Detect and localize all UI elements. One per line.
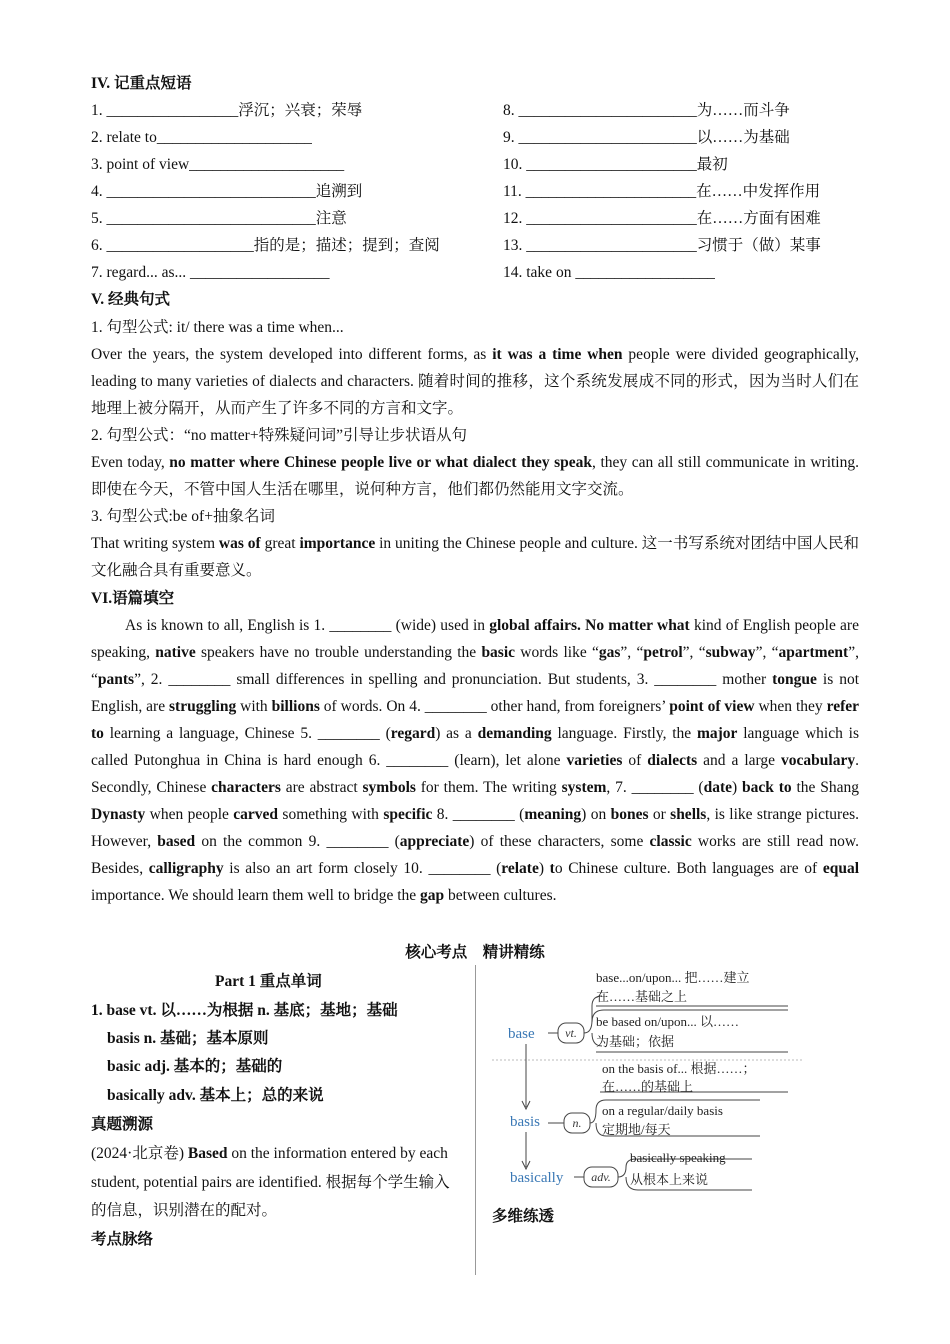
section-v-heading: V. 经典句式: [91, 291, 170, 308]
passage-text: or: [648, 806, 671, 823]
passage-text: , is like strange pictures. However,: [91, 806, 859, 850]
phrase-item: 12. ______________________在……方面有困难: [503, 210, 821, 227]
b5-cn: 从根本上来说: [630, 1172, 709, 1187]
passage-keyword: major: [696, 725, 738, 742]
passage-keyword: gas: [598, 644, 621, 661]
b4-en: on a regular/daily basis: [602, 1103, 723, 1118]
passage-keyword: apartment: [778, 644, 849, 661]
passage-text: ”, “: [682, 644, 706, 661]
passage-keyword: characters: [211, 779, 281, 796]
phrase-item: 11. ______________________在……中发挥作用: [503, 183, 821, 200]
passage-text: ): [732, 779, 742, 796]
part-title: Part 1 重点单词: [215, 973, 322, 990]
passage-text: of: [622, 752, 648, 769]
passage-keyword: varieties: [566, 752, 623, 769]
passage-keyword: back to: [742, 779, 792, 796]
passage-text: As is known to all, English is 1. ________ (wide) used in: [125, 617, 490, 634]
cloze-passage: [91, 612, 859, 909]
passage-keyword: symbols: [362, 779, 416, 796]
passage-text: are abstract: [280, 779, 363, 796]
passage-text: works are still read now. Besides,: [91, 833, 859, 877]
phrase-item: 8. _______________________为……而斗争: [503, 102, 790, 119]
passage-keyword: subway: [705, 644, 756, 661]
passage-keyword: carved: [233, 806, 279, 823]
pattern-1-title: 1. 句型公式: it/ there was a time when...: [91, 319, 344, 336]
passage-keyword: struggling: [169, 698, 237, 715]
passage-keyword: t: [549, 860, 555, 877]
passage-keyword: native: [155, 644, 196, 661]
column-divider: [475, 965, 476, 1275]
passage-text: when they: [754, 698, 827, 715]
core-title: 核心考点 精讲精练: [405, 944, 545, 961]
passage-keyword: demanding: [477, 725, 552, 742]
passage-text: something with: [278, 806, 384, 823]
passage-text: the Shang: [791, 779, 859, 796]
passage-keyword: billions: [271, 698, 320, 715]
basis-label: basis: [510, 1114, 540, 1130]
pattern-3-title: 3. 句型公式:be of+抽象名词: [91, 508, 275, 525]
pattern-3-example: That writing system was of great importance in uniting the Chinese people and culture. 这一书写系统对团结中国人民和文化融合具有重要意义。: [91, 535, 859, 579]
passage-text: ”, “: [91, 644, 859, 688]
passage-text: , 7. ________ (: [606, 779, 704, 796]
passage-keyword: based: [157, 833, 196, 850]
practice-heading: 多维练透: [492, 1208, 555, 1225]
section-iv-heading: IV. 记重点短语: [91, 75, 192, 92]
phrase-item: 10. ______________________最初: [503, 156, 728, 173]
phrase-item: 13. ______________________习惯于（做）某事: [503, 237, 821, 254]
word-entry: basic adj. 基本的；基础的: [107, 1058, 283, 1075]
passage-text: ) on: [581, 806, 611, 823]
passage-keyword: refer to: [91, 698, 860, 742]
passage-keyword: pants: [97, 671, 135, 688]
phrase-item: 6. ___________________指的是；描述；提到；查阅: [91, 237, 440, 254]
phrase-item: 9. _______________________以……为基础: [503, 129, 790, 146]
b2-en: be based on/upon... 以……: [596, 1014, 739, 1029]
passage-text: ) of these characters, some: [469, 833, 650, 850]
passage-keyword: equal: [822, 860, 860, 877]
phrase-item: 3. point of view____________________: [91, 156, 345, 173]
passage-text: words like “: [515, 644, 599, 661]
passage-keyword: point of view: [669, 698, 755, 715]
passage-text: . Secondly, Chinese: [91, 752, 859, 796]
passage-text: between cultures.: [444, 887, 557, 904]
passage-text: ”, 2. ________ small differences in spelling and pronunciation. But students, 3. ________ mother: [134, 671, 773, 688]
pattern-2-title: 2. 句型公式：“no matter+特殊疑问词”引导让步状语从句: [91, 427, 467, 444]
passage-keyword: gap: [420, 887, 445, 904]
phrase-item: 2. relate to____________________: [91, 129, 312, 146]
passage-keyword: basic: [481, 644, 516, 661]
passage-keyword: calligraphy: [148, 860, 224, 877]
passage-keyword: specific: [383, 806, 433, 823]
passage-text: speakers have no trouble understanding the: [195, 644, 482, 661]
passage-text: 8. ________ (: [432, 806, 525, 823]
passage-text: ”, “: [620, 644, 644, 661]
pattern-1-example: Over the years, the system developed into different forms, as it was a time when people were divided geographically, leading to many varieties of dialects and characters. 随着时间的推移，这个系统发展成不同的形式，因为当时人们在地理上被分隔开，从而产生了许多不同的方言和文字。: [91, 346, 859, 417]
base-label: base: [508, 1026, 535, 1042]
word-family-mindmap: [492, 962, 812, 1200]
passage-text: ”, “: [755, 644, 779, 661]
passage-text: on the common 9. ________ (: [195, 833, 400, 850]
passage-keyword: classic: [649, 833, 692, 850]
b3-cn: 在……的基础上: [602, 1079, 694, 1094]
passage-text: importance. We should learn them well to bridge the: [91, 887, 421, 904]
passage-keyword: petrol: [643, 644, 683, 661]
n-label: n.: [572, 1116, 582, 1130]
b2-cn: 为基础；依据: [596, 1034, 675, 1049]
adv-label: adv.: [591, 1170, 611, 1184]
b3-en: on the basis of... 根据……；: [602, 1061, 756, 1076]
b5-en: basically speaking: [630, 1150, 726, 1165]
passage-text: is not English, are: [91, 671, 860, 715]
passage-keyword: system: [561, 779, 607, 796]
passage-text: language. Firstly, the: [551, 725, 697, 742]
phrase-item: 1. _________________浮沉；兴衰；荣辱: [91, 102, 363, 119]
passage-keyword: global affairs. No matter what: [489, 617, 690, 634]
passage-text: for them. The writing: [415, 779, 562, 796]
passage-text: kind of English people are speaking,: [91, 617, 859, 661]
section-vi-heading: VI.语篇填空: [91, 590, 175, 607]
passage-text: o Chinese culture. Both languages are of: [554, 860, 823, 877]
vt-label: vt.: [565, 1026, 577, 1040]
passage-text: when people: [145, 806, 234, 823]
passage-keyword: regard: [390, 725, 436, 742]
basically-label: basically: [510, 1170, 564, 1186]
passage-text: is also an art form closely 10. ________ (: [223, 860, 502, 877]
word-entry: basis n. 基础；基本原则: [107, 1030, 269, 1047]
passage-keyword: relate: [501, 860, 539, 877]
passage-text: language which is called Putonghua in China is hard enough 6. ________ (learn), let alone: [91, 725, 859, 769]
passage-keyword: appreciate: [399, 833, 470, 850]
phrase-item: 4. ___________________________追溯到: [91, 183, 363, 200]
passage-text: ) as a: [435, 725, 478, 742]
b1-en: base...on/upon... 把……建立: [596, 970, 750, 985]
b1-cn: 在……基础之上: [596, 989, 688, 1004]
source-heading: 真题溯源: [91, 1116, 154, 1133]
context-heading: 考点脉络: [91, 1231, 154, 1248]
passage-keyword: date: [703, 779, 732, 796]
passage-keyword: shells: [670, 806, 707, 823]
passage-text: of words. On 4. ________ other hand, from foreigners’: [319, 698, 670, 715]
pattern-2-example: Even today, no matter where Chinese people live or what dialect they speak, they can all still communicate in writing. 即使在今天，不管中国人生活在哪里，说何种方言，他们都仍然能用文字交流。: [91, 454, 859, 498]
passage-text: learning a language, Chinese 5. ________ (: [103, 725, 391, 742]
b4-cn: 定期地/每天: [602, 1122, 671, 1137]
passage-text: and a large: [697, 752, 782, 769]
passage-keyword: meaning: [524, 806, 582, 823]
word-entry: basically adv. 基本上；总的来说: [107, 1087, 324, 1104]
passage-keyword: dialects: [647, 752, 698, 769]
passage-keyword: bones: [610, 806, 649, 823]
phrase-item: 5. ___________________________注意: [91, 210, 347, 227]
source-example: (2024·北京卷) Based on the information entered by each student, potential pairs are identified. 根据每个学生输入的信息，识别潜在的配对。: [91, 1145, 450, 1219]
passage-keyword: Dynasty: [91, 806, 146, 823]
phrase-item: 7. regard... as... __________________: [91, 264, 330, 281]
passage-keyword: tongue: [772, 671, 817, 688]
passage-keyword: vocabulary: [781, 752, 856, 769]
passage-text: ): [538, 860, 550, 877]
passage-text: with: [236, 698, 272, 715]
phrase-item: 14. take on __________________: [503, 264, 715, 281]
word-entry: 1. base vt. 以……为根据 n. 基底；基地；基础: [91, 1002, 398, 1019]
